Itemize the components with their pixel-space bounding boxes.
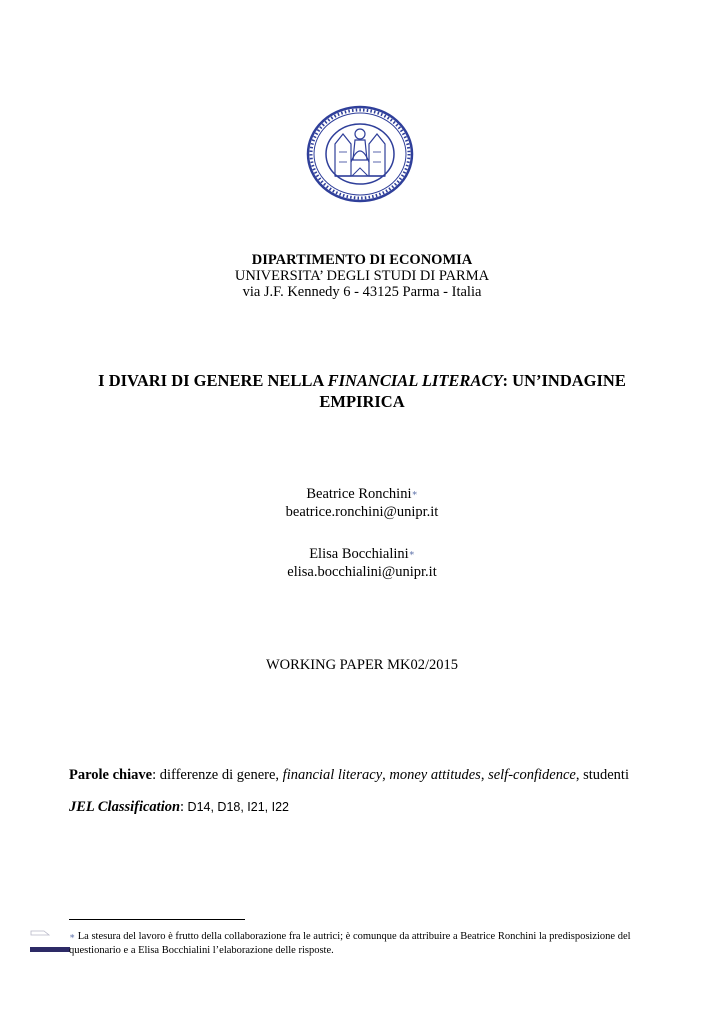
jel-codes: D14, D18, I21, I22	[184, 800, 290, 814]
separator: ,	[575, 767, 584, 783]
footnote-separator	[69, 919, 245, 920]
page-corner-icon	[30, 928, 50, 938]
keyword: studenti	[583, 767, 629, 783]
keyword: money attitudes	[389, 767, 481, 783]
author-email: elisa.bocchialini@unipr.it	[287, 564, 437, 580]
accent-bar	[30, 947, 70, 952]
jel-label: JEL Classification	[69, 799, 181, 815]
author-name: Elisa Bocchialini	[309, 546, 409, 562]
title-part-1: I DIVARI DI GENERE NELLA	[98, 371, 328, 390]
title-part-2: : UN’INDAGINE EMPIRICA	[319, 371, 626, 411]
university-name: UNIVERSITA’ DEGLI STUDI DI PARMA	[234, 268, 490, 284]
author-name: Beatrice Ronchini	[306, 486, 412, 502]
footnote-mark: ∗	[408, 548, 415, 558]
author-block-2	[0, 544, 724, 581]
footnote-mark: ∗	[411, 488, 418, 498]
keywords-line	[69, 767, 689, 784]
university-seal-logo	[305, 104, 415, 204]
footnote-mark: ∗	[69, 931, 76, 941]
department-name: DIPARTIMENTO DI ECONOMIA	[251, 252, 473, 268]
department-header	[0, 252, 724, 300]
separator: :	[180, 799, 185, 815]
working-paper-number: WORKING PAPER MK02/2015	[265, 657, 458, 673]
keywords-label: Parole chiave	[69, 767, 153, 783]
jel-classification-line	[69, 799, 289, 816]
separator: ,	[480, 767, 489, 783]
title-italic: FINANCIAL LITERACY	[327, 371, 503, 390]
separator: ,	[275, 767, 283, 783]
separator: :	[152, 767, 160, 783]
author-email: beatrice.ronchini@unipr.it	[285, 504, 439, 520]
author-block-1	[0, 484, 724, 521]
keyword: differenze di genere	[159, 767, 276, 783]
footnote	[69, 929, 669, 958]
separator: ,	[382, 767, 390, 783]
address: via J.F. Kennedy 6 - 43125 Parma - Italia	[242, 284, 482, 300]
footnote-text: La stesura del lavoro è frutto della collaborazione fra le autrici; è comunque da attribuire a Beatrice Ronchini la predisposizione del questionario e a Elisa Bocchialini l’elaborazione delle risposte.	[69, 931, 631, 956]
keyword: self-confidence	[488, 767, 576, 783]
keyword: financial literacy	[282, 767, 383, 783]
paper-title	[60, 370, 664, 412]
